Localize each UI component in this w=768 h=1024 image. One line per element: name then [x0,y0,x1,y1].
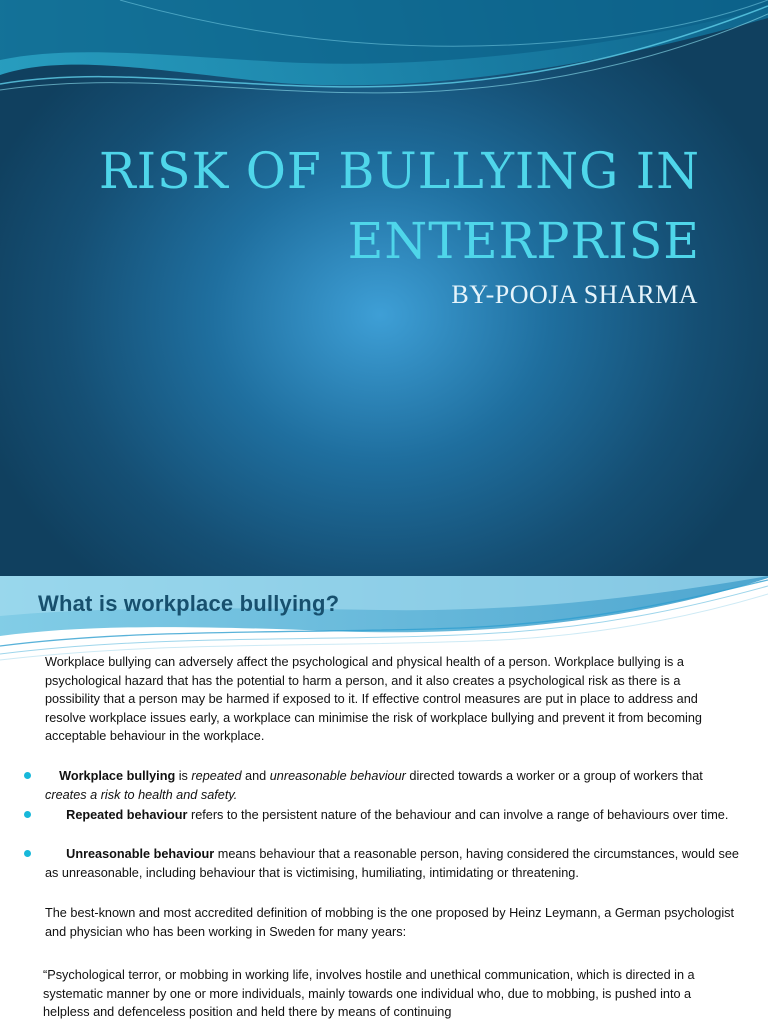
bullet-unreasonable-behaviour [45,845,745,882]
bullet-emphasis: unreasonable behaviour [269,769,406,783]
bullet-dot-icon [24,811,31,818]
content-slide [0,576,768,1024]
bullet-emphasis: repeated [191,769,242,783]
bullet-repeated-behaviour [45,806,745,825]
slide-heading: What is workplace bullying? [38,591,340,616]
presentation-title [34,136,700,276]
bullet-term: Unreasonable behaviour [66,847,215,861]
bullet-text: and [241,769,270,783]
bullet-term: Workplace bullying [59,769,176,783]
bullet-text: directed towards a worker or a group of workers that [405,769,703,783]
bullet-text: means behaviour that a reasonable person, having considered the circumstances, would see as unreasonable, including behaviour that is victimising, humiliating, intimidating or threatening. [45,847,739,880]
title-line-2: ENTERPRISE [347,212,700,270]
definition-paragraph: The best-known and most accredited definition of mobbing is the one proposed by Heinz Leymann, a German psychologist and physician who has been working in Sweden for many years: [45,906,735,939]
bullet-emphasis: creates a risk to health and safety. [45,787,238,802]
title-line-1: RISK OF BULLYING IN [98,142,700,200]
author-byline: BY-POOJA SHARMA [451,280,698,309]
bullet-dot-icon [24,772,31,779]
quote-paragraph: “Psychological terror, or mobbing in working life, involves hostile and unethical communication, which is directed in a systematic manner by one or more individuals, mainly towards one individual who, due to mobbing, is pushed into a helpless and defenceless position and held there by means of continuing [43,968,695,1019]
bullet-term: Repeated behaviour [66,808,188,822]
bullet-text: is [175,769,192,783]
bullet-workplace-bullying [45,767,745,804]
bullet-text: refers to the persistent nature of the behaviour and can involve a range of behaviours over time. [187,808,729,822]
decorative-wave-header [0,0,768,110]
bullet-dot-icon [24,850,31,857]
intro-paragraph: Workplace bullying can adversely affect the psychological and physical health of a person. Workplace bullying is a psychological hazard that has the potential to harm a person, and it also creates a psychological risk as there is a possibility that a person may be harmed if exposed to it. If effective control measures are put in place to address and resolve workplace issues early, a workplace can minimise the risk of workplace bullying and prevent it from becoming acceptable behaviour in the workplace. [45,655,702,743]
